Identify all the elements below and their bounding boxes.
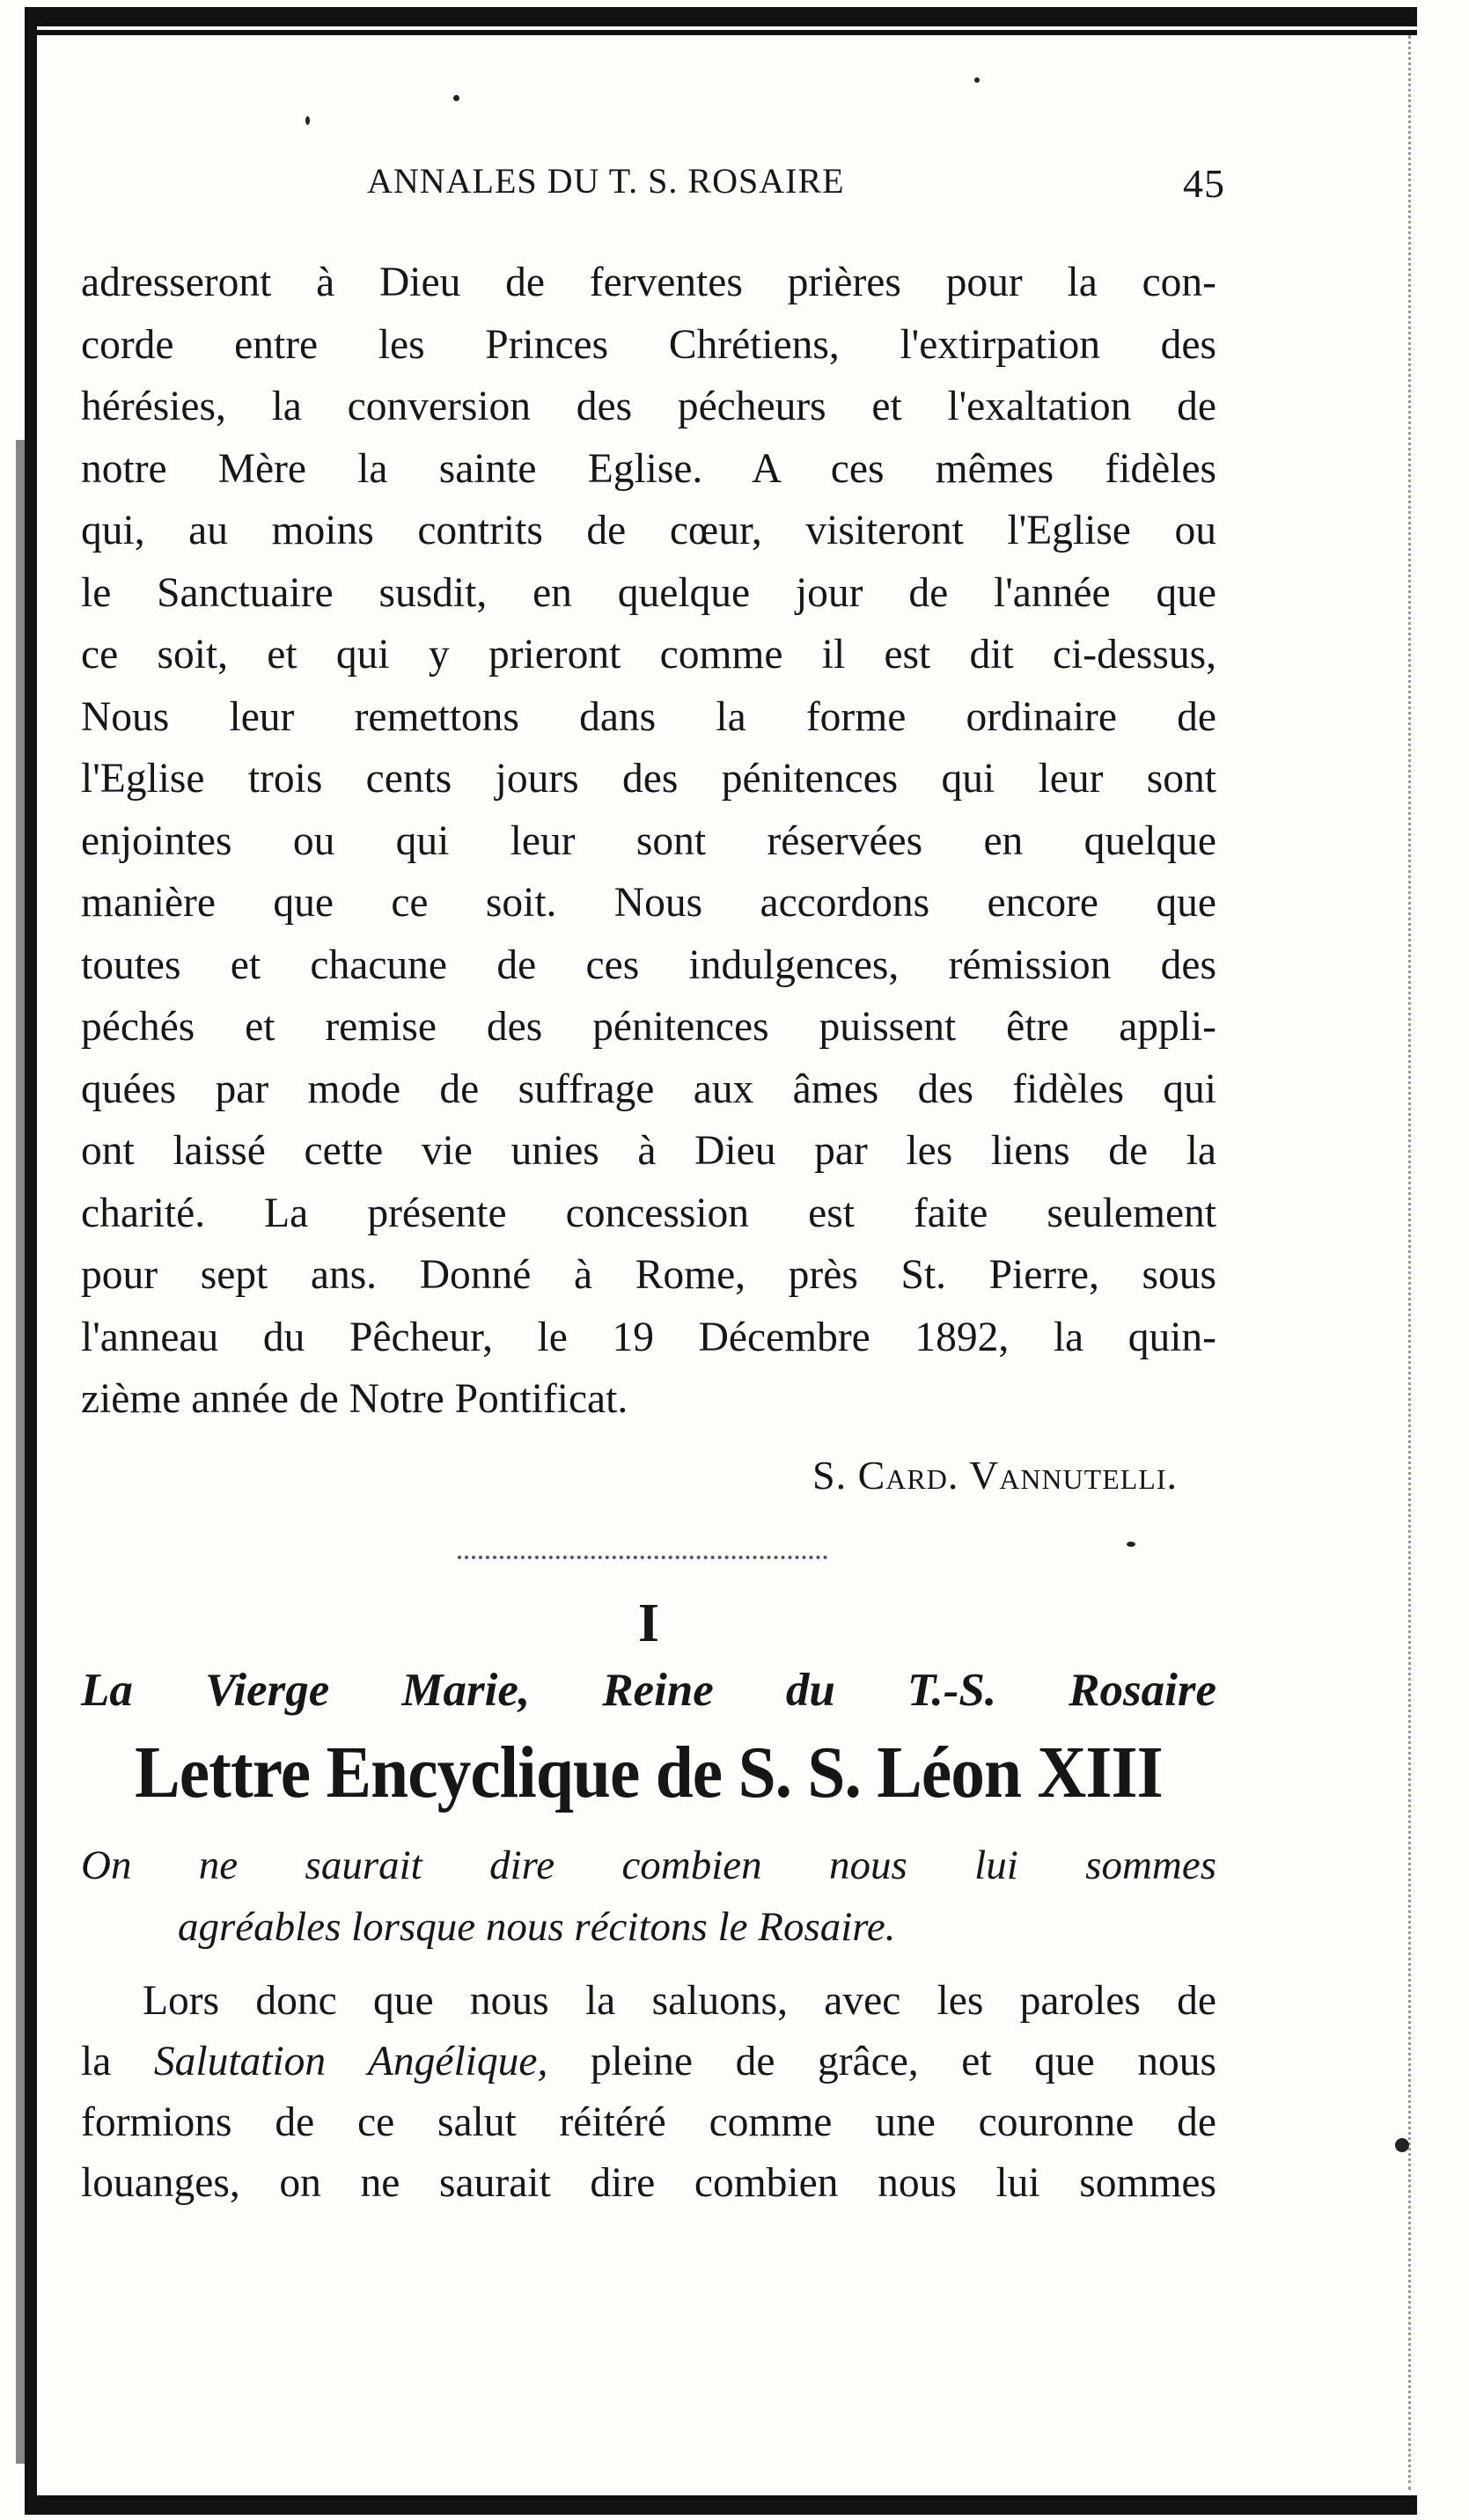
body-line: formions de ce salut réitéré comme une couronne de	[81, 2099, 1216, 2145]
left-border-shadow	[16, 440, 25, 2464]
right-edge-noise	[1408, 35, 1413, 2490]
page-number: 45	[1183, 161, 1225, 206]
text-run: pleine de grâce, et que nous	[547, 2039, 1217, 2084]
section-separator	[458, 1556, 827, 1562]
body-line: Nous leur remettons dans la forme ordinaire de	[81, 693, 1216, 740]
body-line: toutes et chacune de ces indulgences, rémission des	[81, 941, 1216, 988]
encyclical-text	[81, 1971, 1216, 2214]
bottom-border-bar	[25, 2495, 1417, 2515]
body-line: louanges, on ne saurait dire combien nous lui sommes	[81, 2160, 1216, 2206]
body-line: l'anneau du Pêcheur, le 19 Décembre 1892, la quin-	[81, 1314, 1216, 1360]
ink-speck	[1127, 1542, 1135, 1547]
header-title: ANNALES DU T. S. ROSAIRE	[367, 161, 845, 201]
body-line: corde entre les Princes Chrétiens, l'extirpation des	[81, 321, 1216, 368]
body-line: ont laissé cette vie unies à Dieu par les liens de la	[81, 1128, 1216, 1174]
epigraph-line: On ne saurait dire combien nous lui sommes	[81, 1842, 1216, 1888]
epigraph-line: agréables lorsque nous récitons le Rosaire.	[178, 1904, 896, 1950]
body-line: adresseront à Dieu de ferventes prières pour la con-	[81, 260, 1216, 305]
body-line: qui, au moins contrits de cœur, visiteront l'Eglise ou	[81, 508, 1216, 553]
body-line: charité. La présente concession est faite seulement	[81, 1190, 1216, 1236]
left-border-bar	[25, 26, 37, 2495]
ink-speck	[974, 77, 980, 83]
body-line: ce soit, et qui y prieront comme il est dit ci-dessus,	[81, 632, 1216, 678]
body-line: l'Eglise trois cents jours des pénitences qui leur sont	[81, 756, 1216, 802]
body-line: hérésies, la conversion des pécheurs et l'exaltation de	[81, 384, 1216, 429]
body-line: quées par mode de suffrage aux âmes des fidèles qui	[81, 1066, 1216, 1112]
body-line: manière que ce soit. Nous accordons encore que	[81, 880, 1216, 926]
signature	[81, 1452, 1178, 1498]
top-border-line	[25, 30, 1417, 35]
body-line: notre Mère la sainte Eglise. A ces mêmes fidèles	[81, 445, 1216, 492]
ink-speck	[305, 116, 310, 125]
body-line: zième année de Notre Pontificat.	[81, 1376, 628, 1422]
ink-speck	[453, 95, 459, 101]
section-number: I	[637, 1593, 660, 1653]
body-line	[81, 2032, 1216, 2092]
epigraph	[81, 1835, 1216, 1958]
body-line: le Sanctuaire susdit, en quelque jour de l'année que	[81, 569, 1216, 616]
top-border-bar	[25, 7, 1417, 26]
body-text	[81, 252, 1216, 1431]
body-line: péchés et remise des pénitences puissent être appli-	[81, 1004, 1216, 1050]
body-line: enjointes ou qui leur sont réservées en quelque	[81, 817, 1216, 864]
section-title: La Vierge Marie, Reine du T.-S. Rosaire	[81, 1665, 1216, 1716]
signature-text: S. Card. Vannutelli.	[812, 1453, 1178, 1498]
body-line: pour sept ans. Donné à Rome, près St. Pierre, sous	[81, 1252, 1216, 1298]
ink-speck	[1395, 2138, 1409, 2152]
encyclical-heading: Lettre Encyclique de S. S. Léon XIII	[135, 1732, 1163, 1813]
text-run: la	[81, 2039, 154, 2084]
body-line: Lors donc que nous la saluons, avec les paroles de	[143, 1978, 1216, 2024]
italic-phrase: Salutation Angélique,	[153, 2039, 548, 2084]
